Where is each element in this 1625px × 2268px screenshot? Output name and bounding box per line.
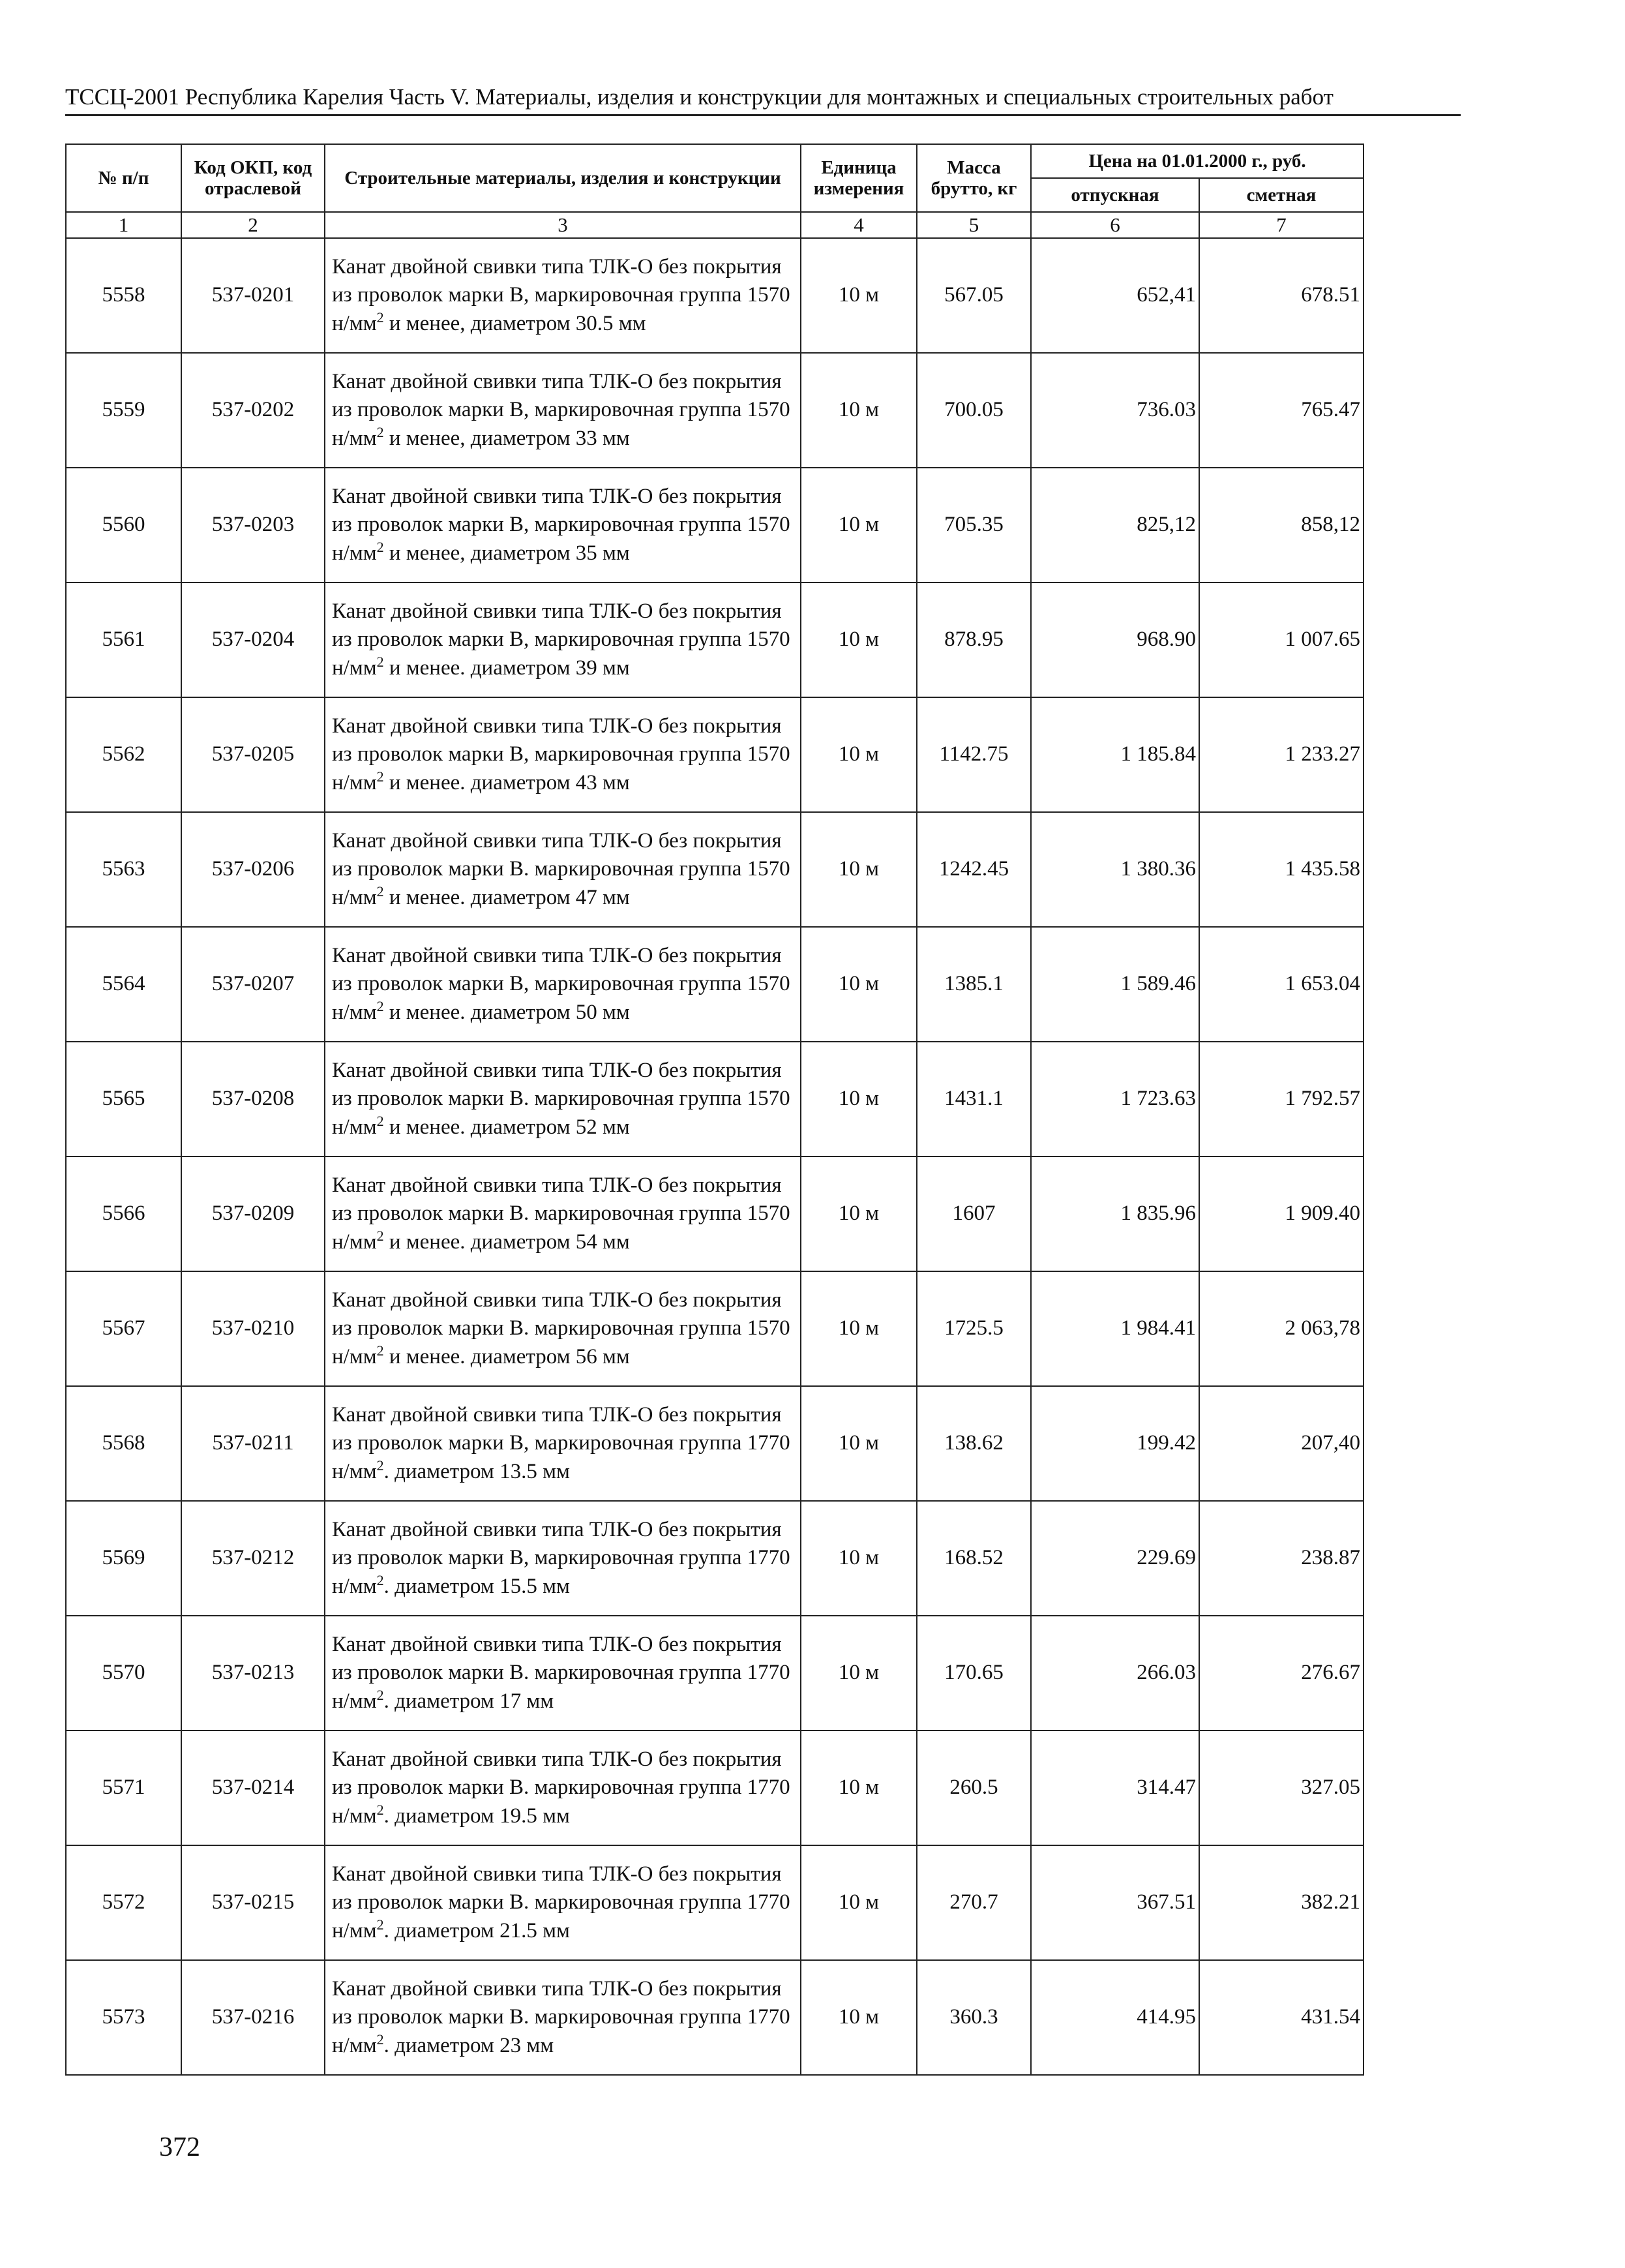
col-header-estimate: сметная	[1199, 178, 1364, 212]
header-rule	[65, 114, 1461, 116]
estimate-price: 1 435.58	[1199, 812, 1364, 927]
material-name	[325, 1845, 801, 1960]
release-price: 652,41	[1031, 238, 1199, 353]
material-name	[325, 812, 801, 927]
unit: 10 м	[801, 1616, 917, 1731]
unit-superscript: 2	[376, 1801, 384, 1818]
unit-superscript: 2	[376, 1916, 384, 1933]
unit-superscript: 2	[376, 423, 384, 440]
material-name	[325, 697, 801, 812]
estimate-price: 207,40	[1199, 1386, 1364, 1501]
gross-mass: 1431.1	[917, 1042, 1031, 1157]
release-price: 825,12	[1031, 468, 1199, 582]
unit-superscript: 2	[376, 538, 384, 555]
col-header-price: отпускная	[1031, 178, 1199, 212]
unit: 10 м	[801, 1042, 917, 1157]
column-number-row	[66, 212, 1364, 238]
unit: 10 м	[801, 1501, 917, 1616]
unit: 10 м	[801, 927, 917, 1042]
material-name-text: Канат двойной свивки типа ТЛК-О без покрытия из проволок марки В. маркировочная группа 1770 н/мм	[332, 1976, 790, 2057]
row-number: 5561	[66, 582, 181, 697]
release-price: 1 835.96	[1031, 1157, 1199, 1271]
estimate-price: 678.51	[1199, 238, 1364, 353]
row-number: 5566	[66, 1157, 181, 1271]
material-name	[325, 1042, 801, 1157]
material-name-tail: и менее. диаметром 39 мм	[383, 656, 630, 680]
page-number: 372	[159, 2132, 200, 2162]
estimate-price: 1 909.40	[1199, 1157, 1364, 1271]
okp-code: 537-0210	[181, 1271, 325, 1386]
okp-code: 537-0204	[181, 582, 325, 697]
gross-mass: 138.62	[917, 1386, 1031, 1501]
estimate-price: 765.47	[1199, 353, 1364, 468]
okp-code: 537-0206	[181, 812, 325, 927]
okp-code: 537-0205	[181, 697, 325, 812]
unit: 10 м	[801, 1271, 917, 1386]
estimate-price: 858,12	[1199, 468, 1364, 582]
release-price: 1 380.36	[1031, 812, 1199, 927]
gross-mass: 270.7	[917, 1845, 1031, 1960]
estimate-price: 1 653.04	[1199, 927, 1364, 1042]
material-name-text: Канат двойной свивки типа ТЛК-О без покрытия из проволок марки В. маркировочная группа 1770 н/мм	[332, 1747, 790, 1828]
okp-code: 537-0211	[181, 1386, 325, 1501]
unit: 10 м	[801, 1731, 917, 1845]
gross-mass: 1385.1	[917, 927, 1031, 1042]
okp-code: 537-0203	[181, 468, 325, 582]
material-name-tail: и менее. диаметром 47 мм	[383, 885, 630, 909]
column-number: 5	[917, 212, 1031, 238]
table-row	[66, 1616, 1364, 1731]
material-name	[325, 1157, 801, 1271]
material-name	[325, 1386, 801, 1501]
unit-superscript: 2	[376, 1342, 384, 1359]
gross-mass: 567.05	[917, 238, 1031, 353]
row-number: 5572	[66, 1845, 181, 1960]
column-number: 2	[181, 212, 325, 238]
material-name-tail: . диаметром 13.5 мм	[383, 1459, 570, 1483]
unit: 10 м	[801, 697, 917, 812]
table-row	[66, 1271, 1364, 1386]
material-name-text: Канат двойной свивки типа ТЛК-О без покрытия из проволок марки В. маркировочная группа 1770 н/мм	[332, 1862, 790, 1943]
estimate-price: 327.05	[1199, 1731, 1364, 1845]
okp-code: 537-0201	[181, 238, 325, 353]
material-name-text: Канат двойной свивки типа ТЛК-О без покрытия из проволок марки В, маркировочная группа 1570 н/мм	[332, 369, 790, 450]
material-name	[325, 468, 801, 582]
unit-superscript: 2	[376, 1457, 384, 1474]
okp-code: 537-0216	[181, 1960, 325, 2075]
estimate-price: 1 792.57	[1199, 1042, 1364, 1157]
table-row	[66, 927, 1364, 1042]
gross-mass: 1242.45	[917, 812, 1031, 927]
table-row	[66, 697, 1364, 812]
estimate-price: 1 007.65	[1199, 582, 1364, 697]
unit: 10 м	[801, 1845, 917, 1960]
column-number: 7	[1199, 212, 1364, 238]
table-row	[66, 238, 1364, 353]
table-body	[66, 212, 1364, 2075]
gross-mass: 170.65	[917, 1616, 1031, 1731]
unit: 10 м	[801, 353, 917, 468]
row-number: 5559	[66, 353, 181, 468]
material-name-tail: и менее, диаметром 30.5 мм	[383, 311, 646, 335]
release-price: 199.42	[1031, 1386, 1199, 1501]
unit-superscript: 2	[376, 309, 384, 325]
table-row	[66, 1845, 1364, 1960]
material-name-text: Канат двойной свивки типа ТЛК-О без покрытия из проволок марки В. маркировочная группа 1570 н/мм	[332, 1058, 790, 1139]
material-name-text: Канат двойной свивки типа ТЛК-О без покрытия из проволок марки В, маркировочная группа 1570 н/мм	[332, 714, 790, 794]
unit-superscript: 2	[376, 1227, 384, 1244]
unit-superscript: 2	[376, 997, 384, 1014]
material-name-text: Канат двойной свивки типа ТЛК-О без покрытия из проволок марки В. маркировочная группа 1570 н/мм	[332, 1173, 790, 1254]
material-name-text: Канат двойной свивки типа ТЛК-О без покрытия из проволок марки В, маркировочная группа 1770 н/мм	[332, 1517, 790, 1598]
row-number: 5570	[66, 1616, 181, 1731]
material-name-tail: . диаметром 19.5 мм	[383, 1804, 570, 1828]
unit-superscript: 2	[376, 1112, 384, 1129]
row-number: 5569	[66, 1501, 181, 1616]
material-name	[325, 1501, 801, 1616]
unit-superscript: 2	[376, 768, 384, 785]
gross-mass: 705.35	[917, 468, 1031, 582]
row-number: 5565	[66, 1042, 181, 1157]
gross-mass: 1607	[917, 1157, 1031, 1271]
unit-superscript: 2	[376, 2031, 384, 2048]
row-number: 5571	[66, 1731, 181, 1845]
material-name-text: Канат двойной свивки типа ТЛК-О без покрытия из проволок марки В, маркировочная группа 1570 н/мм	[332, 943, 790, 1024]
okp-code: 537-0214	[181, 1731, 325, 1845]
row-number: 5567	[66, 1271, 181, 1386]
gross-mass: 168.52	[917, 1501, 1031, 1616]
gross-mass: 1725.5	[917, 1271, 1031, 1386]
gross-mass: 700.05	[917, 353, 1031, 468]
material-name-text: Канат двойной свивки типа ТЛК-О без покрытия из проволок марки В. маркировочная группа 1570 н/мм	[332, 1288, 790, 1368]
material-name	[325, 1960, 801, 2075]
estimate-price: 276.67	[1199, 1616, 1364, 1731]
col-header-unit: Единица измерения	[801, 144, 917, 212]
material-name-text: Канат двойной свивки типа ТЛК-О без покрытия из проволок марки В. маркировочная группа 1770 н/мм	[332, 1632, 790, 1713]
row-number: 5560	[66, 468, 181, 582]
estimate-price: 1 233.27	[1199, 697, 1364, 812]
material-name-tail: и менее, диаметром 35 мм	[383, 541, 630, 565]
table-row	[66, 582, 1364, 697]
release-price: 736.03	[1031, 353, 1199, 468]
material-name-text: Канат двойной свивки типа ТЛК-О без покрытия из проволок марки В, маркировочная группа 1570 н/мм	[332, 254, 790, 335]
material-name	[325, 353, 801, 468]
row-number: 5563	[66, 812, 181, 927]
material-name-tail: и менее. диаметром 56 мм	[383, 1344, 630, 1368]
unit: 10 м	[801, 468, 917, 582]
unit: 10 м	[801, 238, 917, 353]
col-header-code: Код ОКП, код отраслевой	[181, 144, 325, 212]
table-row	[66, 353, 1364, 468]
material-name	[325, 1731, 801, 1845]
okp-code: 537-0209	[181, 1157, 325, 1271]
material-name-tail: и менее. диаметром 50 мм	[383, 1000, 630, 1024]
row-number: 5564	[66, 927, 181, 1042]
okp-code: 537-0213	[181, 1616, 325, 1731]
gross-mass: 360.3	[917, 1960, 1031, 2075]
table-row	[66, 1042, 1364, 1157]
release-price: 1 984.41	[1031, 1271, 1199, 1386]
row-number: 5568	[66, 1386, 181, 1501]
okp-code: 537-0208	[181, 1042, 325, 1157]
release-price: 968.90	[1031, 582, 1199, 697]
okp-code: 537-0202	[181, 353, 325, 468]
unit-superscript: 2	[376, 1686, 384, 1703]
material-name-text: Канат двойной свивки типа ТЛК-О без покрытия из проволок марки В, маркировочная группа 1770 н/мм	[332, 1402, 790, 1483]
material-name-tail: . диаметром 21.5 мм	[383, 1918, 570, 1943]
table-row	[66, 1157, 1364, 1271]
okp-code: 537-0207	[181, 927, 325, 1042]
page-header: ТССЦ-2001 Республика Карелия Часть V. Материалы, изделия и конструкции для монтажных и специальных строительных работ	[65, 84, 1334, 110]
gross-mass: 1142.75	[917, 697, 1031, 812]
row-number: 5562	[66, 697, 181, 812]
material-name	[325, 927, 801, 1042]
price-table	[65, 144, 1364, 2076]
unit: 10 м	[801, 1157, 917, 1271]
column-number: 1	[66, 212, 181, 238]
material-name-tail: и менее. диаметром 54 мм	[383, 1230, 630, 1254]
col-header-mass: Масса брутто, кг	[917, 144, 1031, 212]
unit-superscript: 2	[376, 1571, 384, 1588]
unit: 10 м	[801, 1960, 917, 2075]
estimate-price: 238.87	[1199, 1501, 1364, 1616]
unit: 10 м	[801, 582, 917, 697]
release-price: 414.95	[1031, 1960, 1199, 2075]
material-name	[325, 238, 801, 353]
release-price: 367.51	[1031, 1845, 1199, 1960]
material-name-text: Канат двойной свивки типа ТЛК-О без покрытия из проволок марки В, маркировочная группа 1570 н/мм	[332, 599, 790, 680]
material-name	[325, 582, 801, 697]
estimate-price: 2 063,78	[1199, 1271, 1364, 1386]
release-price: 266.03	[1031, 1616, 1199, 1731]
material-name	[325, 1616, 801, 1731]
table-row	[66, 1501, 1364, 1616]
material-name-text: Канат двойной свивки типа ТЛК-О без покрытия из проволок марки В. маркировочная группа 1570 н/мм	[332, 828, 790, 909]
material-name-tail: и менее. диаметром 52 мм	[383, 1115, 630, 1139]
col-header-num: № п/п	[66, 144, 181, 212]
gross-mass: 878.95	[917, 582, 1031, 697]
table-row	[66, 812, 1364, 927]
unit-superscript: 2	[376, 883, 384, 900]
release-price: 314.47	[1031, 1731, 1199, 1845]
okp-code: 537-0212	[181, 1501, 325, 1616]
material-name-tail: . диаметром 23 мм	[383, 2033, 554, 2057]
estimate-price: 382.21	[1199, 1845, 1364, 1960]
table-row	[66, 1731, 1364, 1845]
release-price: 229.69	[1031, 1501, 1199, 1616]
material-name-tail: . диаметром 15.5 мм	[383, 1574, 570, 1598]
release-price: 1 185.84	[1031, 697, 1199, 812]
estimate-price: 431.54	[1199, 1960, 1364, 2075]
material-name-text: Канат двойной свивки типа ТЛК-О без покрытия из проволок марки В, маркировочная группа 1570 н/мм	[332, 484, 790, 565]
material-name-tail: . диаметром 17 мм	[383, 1689, 554, 1713]
column-number: 3	[325, 212, 801, 238]
row-number: 5558	[66, 238, 181, 353]
material-name	[325, 1271, 801, 1386]
table-row	[66, 1386, 1364, 1501]
gross-mass: 260.5	[917, 1731, 1031, 1845]
col-header-price-group: Цена на 01.01.2000 г., руб.	[1031, 144, 1364, 178]
column-number: 4	[801, 212, 917, 238]
row-number: 5573	[66, 1960, 181, 2075]
okp-code: 537-0215	[181, 1845, 325, 1960]
unit-superscript: 2	[376, 653, 384, 670]
unit: 10 м	[801, 812, 917, 927]
column-number: 6	[1031, 212, 1199, 238]
release-price: 1 723.63	[1031, 1042, 1199, 1157]
table-row	[66, 1960, 1364, 2075]
col-header-name: Строительные материалы, изделия и конструкции	[325, 144, 801, 212]
table-row	[66, 468, 1364, 582]
unit: 10 м	[801, 1386, 917, 1501]
release-price: 1 589.46	[1031, 927, 1199, 1042]
material-name-tail: и менее. диаметром 43 мм	[383, 770, 630, 794]
material-name-tail: и менее, диаметром 33 мм	[383, 426, 630, 450]
